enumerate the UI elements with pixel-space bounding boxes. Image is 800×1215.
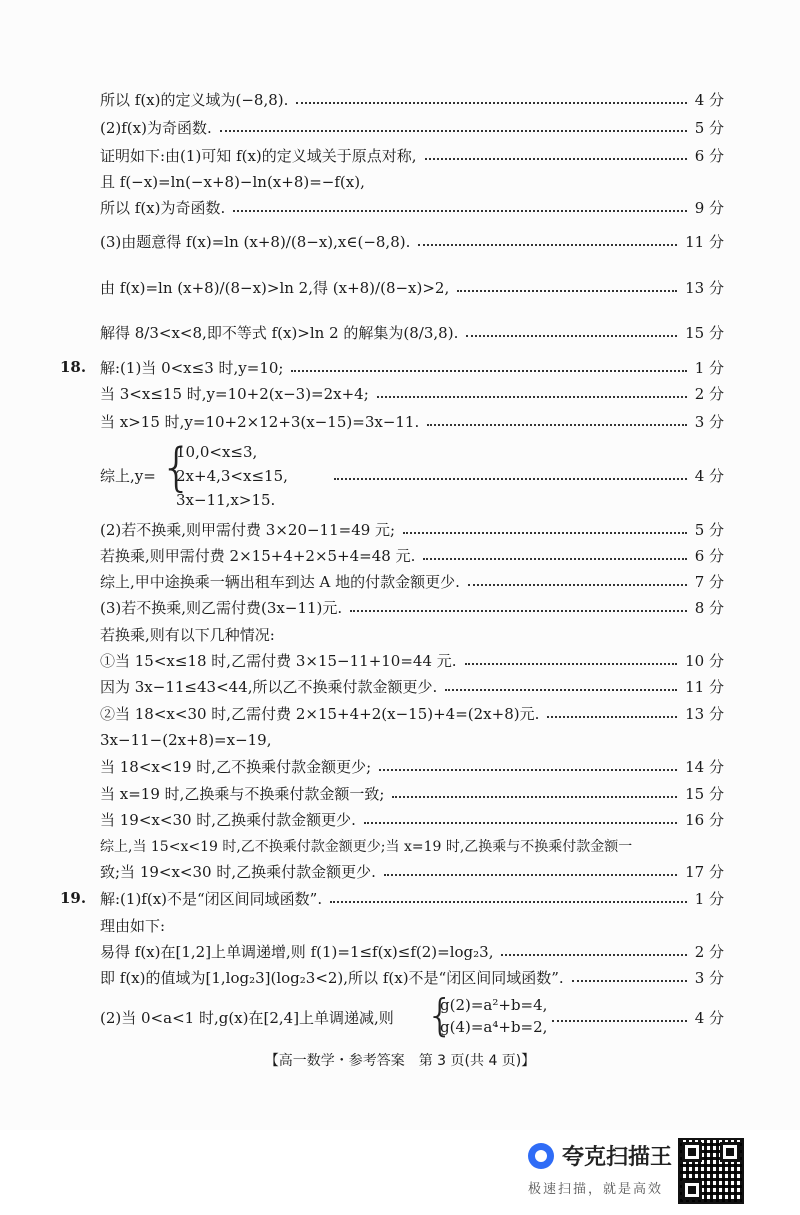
answer-line: 致;当 19<x<30 时,乙换乘付款金额更少. 17 分 xyxy=(100,863,724,881)
answer-line: 理由如下: xyxy=(100,917,166,935)
answer-line: 当 x>15 时,y=10+2×12+3(x−15)=3x−11. 3 分 xyxy=(100,413,724,431)
page-footer: 【高一数学・参考答案 第 3 页(共 4 页)】 xyxy=(264,1053,536,1069)
answer-line: (3)若不换乘,则乙需付费(3x−11)元. 8 分 xyxy=(100,599,724,617)
answer-line: 综上,当 15<x<19 时,乙不换乘付款金额更少;当 x=19 时,乙换乘与不换乘付款金额一 xyxy=(100,839,633,855)
answer-line: 当 18<x<19 时,乙不换乘付款金额更少; 14 分 xyxy=(100,758,724,776)
answer-line: 当 3<x≤15 时,y=10+2(x−3)=2x+4; 2 分 xyxy=(100,385,724,403)
piecewise-case: 2x+4,3<x≤15, xyxy=(176,467,288,485)
app-name: 夸克扫描王 xyxy=(562,1145,673,1170)
app-logo xyxy=(528,1140,672,1171)
answer-line: (2)f(x)为奇函数. 5 分 xyxy=(100,119,724,137)
piecewise-case: 3x−11,x>15. xyxy=(176,491,276,509)
answer-line: (2)当 0<a<1 时,g(x)在[2,4]上单调递减,则 4 分 xyxy=(100,1009,724,1027)
answer-line: 综上,甲中途换乘一辆出租车到达 A 地的付款金额更少. 7 分 xyxy=(100,573,724,591)
app-slogan: 极速扫描，就是高效 xyxy=(528,1182,664,1197)
equation: g(4)=a⁴+b=2, xyxy=(440,1018,548,1036)
answer-line: 因为 3x−11≤43<44,所以乙不换乘付款金额更少. 11 分 xyxy=(100,678,724,696)
answer-line: 解得 8/3<x<8,即不等式 f(x)>ln 2 的解集为(8/3,8). 15 分 xyxy=(100,324,724,342)
answer-line: 所以 f(x)为奇函数. 9 分 xyxy=(100,199,724,217)
answer-line: 若换乘,则有以下几种情况: xyxy=(100,626,275,644)
answer-line: (2)若不换乘,则甲需付费 3×20−11=49 元; 5 分 xyxy=(100,521,724,539)
qr-code-icon xyxy=(678,1138,744,1204)
answer-line: 即 f(x)的值域为[1,log₂3](log₂3<2),所以 f(x)不是“闭区间同域函数”. 3 分 xyxy=(100,969,724,987)
answer-line: ①当 15<x≤18 时,乙需付费 3×15−11+10=44 元. 10 分 xyxy=(100,652,724,670)
left-brace: { xyxy=(426,990,454,1041)
answer-line: 由 f(x)=ln (x+8)/(8−x)>ln 2,得 (x+8)/(8−x)>2, 13 分 xyxy=(100,279,724,297)
problem-number: 19. xyxy=(60,889,87,907)
left-brace: { xyxy=(160,438,194,498)
answer-line: (3)由题意得 f(x)=ln (x+8)/(8−x),x∈(−8,8). 11 分 xyxy=(100,233,724,251)
answer-line: 若换乘,则甲需付费 2×15+4+2×5+4=48 元. 6 分 xyxy=(100,547,724,565)
answer-line: 解:(1)f(x)不是“闭区间同域函数”. 1 分 xyxy=(100,890,724,908)
answer-line: 解:(1)当 0<x≤3 时,y=10; 1 分 xyxy=(100,359,724,377)
answer-line: ②当 18<x<30 时,乙需付费 2×15+4+2(x−15)+4=(2x+8)元. 13 分 xyxy=(100,705,724,723)
answer-line: 当 x=19 时,乙换乘与不换乘付款金额一致; 15 分 xyxy=(100,785,724,803)
problem-number: 18. xyxy=(60,358,87,376)
answer-line: 所以 f(x)的定义域为(−8,8). 4 分 xyxy=(100,91,724,109)
quark-logo-icon xyxy=(528,1143,554,1169)
answer-line: 当 19<x<30 时,乙换乘付款金额更少. 16 分 xyxy=(100,811,724,829)
answer-line: 3x−11−(2x+8)=x−19, xyxy=(100,731,272,749)
answer-line: 易得 f(x)在[1,2]上单调递增,则 f(1)=1≤f(x)≤f(2)=log₂3, 2 分 xyxy=(100,943,724,961)
answer-line: 且 f(−x)=ln(−x+8)−ln(x+8)=−f(x), xyxy=(100,173,365,191)
equation: g(2)=a²+b=4, xyxy=(440,996,548,1014)
answer-line: 综上,y= 4 分 xyxy=(100,467,724,485)
equation-system xyxy=(440,994,547,1038)
piecewise-case: 10,0<x≤3, xyxy=(176,443,258,461)
answer-line: 证明如下:由(1)可知 f(x)的定义域关于原点对称, 6 分 xyxy=(100,147,724,165)
piecewise-function xyxy=(176,440,288,512)
